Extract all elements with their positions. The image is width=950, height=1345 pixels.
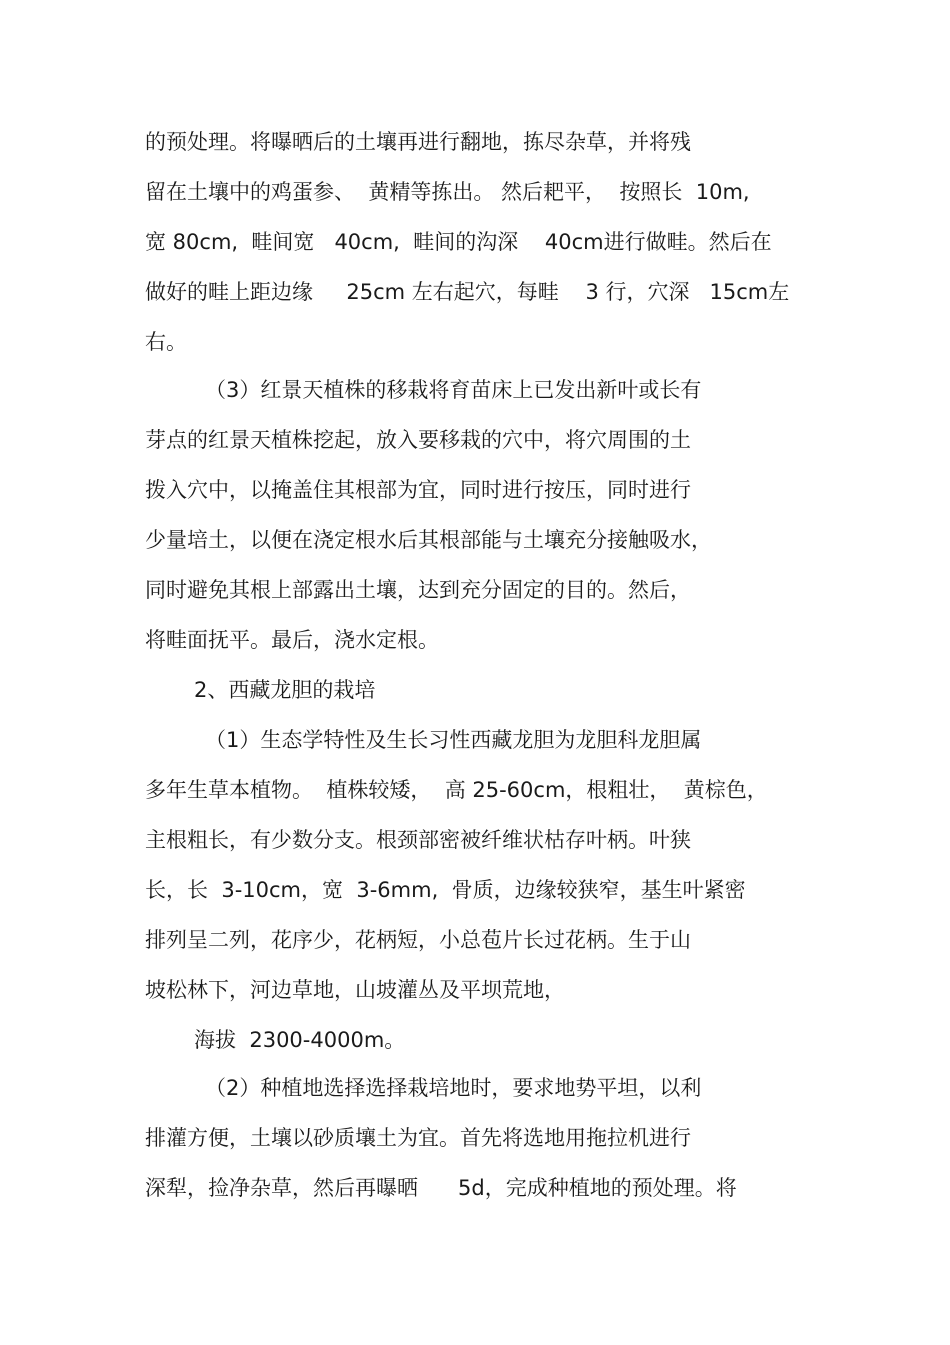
text-line: 右。 bbox=[145, 330, 187, 354]
text-line: 海拔 2300-4000m。 bbox=[194, 1028, 406, 1052]
paragraph-start-line: （3）红景天植株的移栽将育苗床上已发出新叶或长有 bbox=[205, 378, 702, 402]
paragraph-start-line: （2）种植地选择选择栽培地时，要求地势平坦，以利 bbox=[205, 1076, 702, 1100]
text-line: 排灌方便，土壤以砂质壤土为宜。首先将选地用拖拉机进行 bbox=[145, 1126, 691, 1150]
text-line: 将畦面抚平。最后，浇水定根。 bbox=[145, 628, 439, 652]
paragraph-start-line: （1）生态学特性及生长习性西藏龙胆为龙胆科龙胆属 bbox=[205, 728, 702, 752]
text-line: 宽 80cm, 畦间宽 40cm, 畦间的沟深 40cm进行做畦。然后在 bbox=[145, 230, 772, 254]
text-line: 主根粗长，有少数分支。根颈部密被纤维状枯存叶柄。叶狭 bbox=[145, 828, 691, 852]
text-line: 留在土壤中的鸡蛋参、 黄精等拣出。 然后耙平， 按照长 10m, bbox=[145, 180, 750, 204]
text-line: 深犁，捡净杂草，然后再曝晒 5d，完成种植地的预处理。将 bbox=[145, 1176, 737, 1200]
text-line: 排列呈二列，花序少，花柄短，小总苞片长过花柄。生于山 bbox=[145, 928, 691, 952]
text-line: 芽点的红景天植株挖起，放入要移栽的穴中，将穴周围的土 bbox=[145, 428, 691, 452]
text-line: 长，长 3-10cm，宽 3-6mm, 骨质，边缘较狭窄，基生叶紧密 bbox=[145, 878, 746, 902]
text-line: 做好的畦上距边缘 25cm 左右起穴，每畦 3 行，穴深 15cm左 bbox=[145, 280, 790, 304]
text-line: 少量培土，以便在浇定根水后其根部能与土壤充分接触吸水， bbox=[145, 528, 712, 552]
text-line: 坡松林下，河边草地，山坡灌丛及平坝荒地， bbox=[145, 978, 565, 1002]
section-heading: 2、西藏龙胆的栽培 bbox=[194, 678, 376, 702]
text-line: 的预处理。将曝晒后的土壤再进行翻地，拣尽杂草，并将残 bbox=[145, 130, 691, 154]
text-line: 多年生草本植物。 植株较矮， 高 25-60cm，根粗壮， 黄棕色， bbox=[145, 778, 768, 802]
text-line: 拨入穴中，以掩盖住其根部为宜，同时进行按压，同时进行 bbox=[145, 478, 691, 502]
text-line: 同时避免其根上部露出土壤，达到充分固定的目的。然后， bbox=[145, 578, 691, 602]
